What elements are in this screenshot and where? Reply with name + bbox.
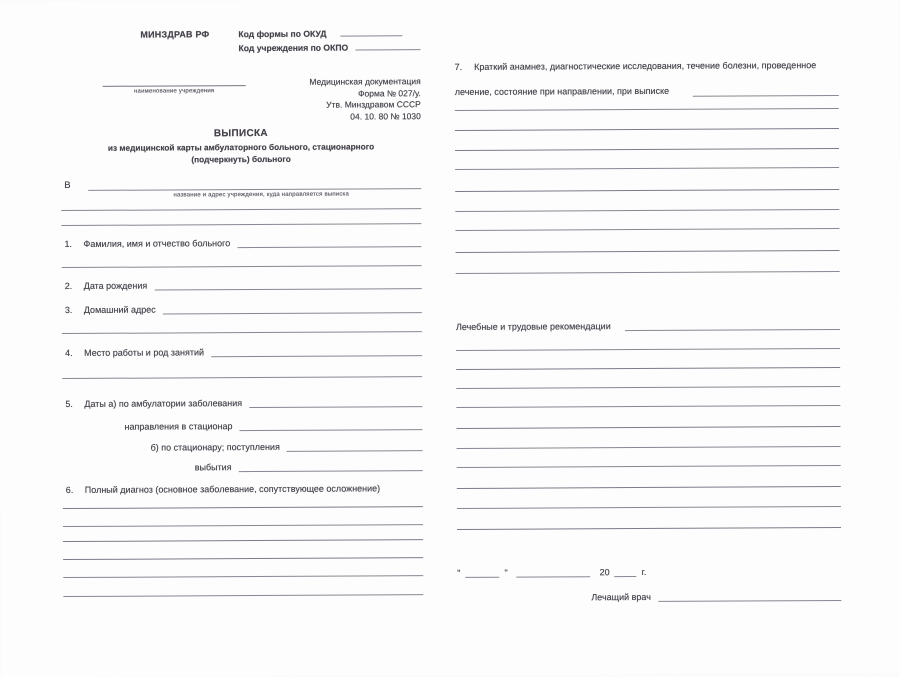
date-century: 20 bbox=[599, 567, 610, 578]
anamnesis-blank-line bbox=[455, 128, 839, 131]
field-4-extra-line bbox=[62, 376, 422, 379]
field-5-row bbox=[62, 397, 422, 409]
recommendations-extra-line bbox=[456, 386, 840, 389]
ministry-label: МИНЗДРАВ РФ bbox=[140, 29, 210, 40]
recommendations-extra-line bbox=[457, 486, 841, 489]
field-4-blank-line bbox=[211, 353, 422, 357]
field-1-extra-line bbox=[62, 265, 422, 268]
field-3-label: Домашний адрес bbox=[83, 304, 156, 315]
diagnosis-blank-line bbox=[63, 506, 423, 509]
field-5-sub1-row bbox=[62, 420, 422, 432]
recommendations-label: Лечебные и трудовые рекомендации bbox=[455, 321, 611, 332]
codes-block bbox=[238, 28, 420, 57]
recommendations-extra-line bbox=[456, 367, 840, 370]
okud-row bbox=[238, 28, 420, 39]
field-5-number: 5. bbox=[65, 398, 73, 409]
diagnosis-blank-line bbox=[63, 539, 423, 542]
doc-info-line3: Утв. Минздравом СССР bbox=[326, 99, 421, 110]
right-column bbox=[454, 0, 841, 603]
date-row bbox=[457, 566, 841, 578]
field-6-number: 6. bbox=[65, 484, 74, 495]
field-5-label: Даты а) по амбулатории заболевания bbox=[84, 397, 243, 409]
okpo-row bbox=[238, 42, 420, 53]
field-7-label-part2: лечение, состояние при направлении, при выписке bbox=[454, 85, 670, 97]
field-7-line2 bbox=[455, 84, 839, 98]
field-5-sub2-blank-line bbox=[287, 448, 423, 452]
title-block bbox=[61, 127, 421, 166]
date-day-blank bbox=[465, 575, 499, 578]
date-close-quote: " bbox=[504, 567, 508, 578]
date-year-blank bbox=[615, 574, 637, 577]
field-5-sub3-row bbox=[63, 461, 423, 473]
recommendations-extra-line bbox=[456, 405, 840, 408]
recommendations-extra-line bbox=[456, 348, 840, 351]
recommendations-row bbox=[456, 320, 840, 332]
field-3-extra-line bbox=[62, 331, 422, 334]
field-3-number: 3. bbox=[64, 304, 73, 315]
field-6-label: Полный диагноз (основное заболевание, сопутствующее осложнение) bbox=[84, 482, 381, 495]
anamnesis-blank-line bbox=[455, 148, 839, 151]
diagnosis-blank-line bbox=[63, 575, 423, 578]
recommendations-extra-line bbox=[456, 426, 840, 429]
addressee-blank-line bbox=[89, 186, 422, 191]
anamnesis-blank-line bbox=[456, 271, 840, 274]
field-5-sub1-blank-line bbox=[240, 427, 423, 431]
addressee-row bbox=[61, 178, 421, 191]
doctor-signature-blank-line bbox=[658, 598, 841, 602]
date-year-suffix: г. bbox=[641, 566, 647, 577]
addressee-prefix: В bbox=[64, 179, 71, 191]
field-5-sub3-label: выбытия bbox=[194, 461, 232, 472]
anamnesis-blank-line bbox=[455, 228, 839, 231]
institution-docinfo-row bbox=[61, 76, 421, 124]
field-2-blank-line bbox=[154, 286, 422, 290]
field-2-row bbox=[62, 279, 422, 291]
okpo-blank-line bbox=[355, 48, 420, 50]
field-2-number: 2. bbox=[64, 280, 73, 291]
field-4-number: 4. bbox=[65, 347, 73, 358]
field-3-blank-line bbox=[163, 310, 422, 314]
addressee-extra-line-2 bbox=[61, 223, 421, 226]
field-5-sub2-label: б) по стационару; поступления bbox=[150, 441, 280, 453]
anamnesis-blank-line bbox=[455, 209, 839, 212]
form-title: ВЫПИСКА bbox=[213, 127, 268, 140]
field-7-line1 bbox=[455, 54, 839, 78]
doctor-row bbox=[457, 591, 841, 603]
field-7-block bbox=[455, 54, 839, 98]
field-7-label-part1: Краткий анамнез, диагностические исследования, течение болезни, проведенное bbox=[474, 60, 817, 72]
field-2-label: Дата рождения bbox=[83, 280, 148, 291]
okpo-label: Код учреждения по ОКПО bbox=[238, 42, 349, 54]
recommendations-extra-line bbox=[457, 446, 841, 449]
form-header bbox=[60, 28, 420, 58]
field-7-number: 7. bbox=[454, 61, 463, 72]
anamnesis-blank-line bbox=[455, 108, 839, 111]
diagnosis-blank-line bbox=[63, 557, 423, 560]
recommendations-blank-line bbox=[625, 327, 840, 331]
doc-info-block bbox=[246, 76, 421, 123]
doctor-label: Лечащий врач bbox=[591, 591, 651, 603]
addressee-caption: название и адрес учреждения, куда направляется выписка bbox=[173, 191, 350, 198]
anamnesis-blank-line bbox=[455, 189, 839, 192]
field-4-row bbox=[62, 346, 422, 358]
field-7-blank-line bbox=[693, 93, 839, 97]
field-1-number: 1. bbox=[64, 238, 73, 249]
form-subtitle-2: (подчеркнуть) больного bbox=[191, 153, 291, 165]
field-4-label: Место работы и род занятий bbox=[84, 346, 205, 358]
institution-block bbox=[61, 77, 246, 124]
date-open-quote: " bbox=[457, 567, 461, 578]
recommendations-extra-line bbox=[457, 506, 841, 509]
field-1-row bbox=[61, 237, 421, 249]
field-1-label: Фамилия, имя и отчество больного bbox=[83, 237, 231, 249]
field-6-row bbox=[63, 483, 423, 495]
doc-info-line1: Медицинская документация bbox=[309, 76, 421, 87]
field-5a-blank-line bbox=[249, 404, 422, 408]
date-month-blank bbox=[517, 574, 591, 577]
institution-blank-line bbox=[103, 85, 246, 87]
okud-label: Код формы по ОКУД bbox=[238, 28, 327, 40]
diagnosis-blank-line bbox=[63, 524, 423, 527]
field-5-sub3-blank-line bbox=[239, 468, 423, 472]
okud-blank-line bbox=[341, 34, 403, 36]
diagnosis-blank-line bbox=[63, 594, 423, 597]
field-1-blank-line bbox=[237, 244, 421, 248]
field-5-sub2-row bbox=[63, 441, 423, 453]
addressee-extra-line-1 bbox=[61, 208, 421, 211]
recommendations-extra-line bbox=[457, 527, 841, 530]
form-subtitle-1: из медицинской карты амбулаторного больного, стационарного bbox=[107, 140, 375, 153]
left-column bbox=[60, 0, 423, 596]
anamnesis-blank-line bbox=[456, 250, 840, 253]
doc-info-line2: Форма № 027/у. bbox=[358, 87, 421, 98]
field-3-row bbox=[62, 303, 422, 315]
anamnesis-blank-line bbox=[455, 167, 839, 170]
doc-info-line4: 04. 10. 80 № 1030 bbox=[350, 110, 421, 122]
institution-caption: наименование учреждения bbox=[134, 88, 215, 95]
field-5-sub1-label: направления в стационар bbox=[124, 420, 233, 432]
recommendations-extra-line bbox=[457, 465, 841, 468]
